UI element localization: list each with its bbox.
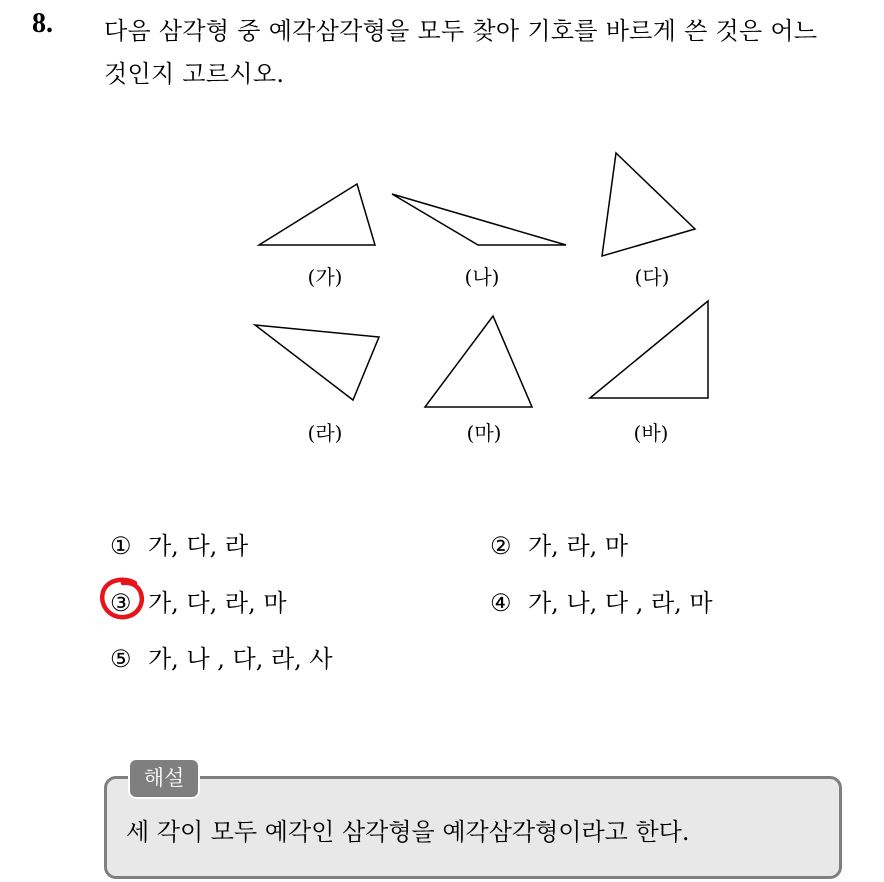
choice-1-number: ① — [110, 532, 132, 560]
choice-5-number: ⑤ — [110, 645, 132, 673]
label-ba: (바) — [633, 421, 669, 445]
triangle-ra — [255, 325, 379, 400]
label-ma: (마) — [466, 421, 502, 445]
choice-5-text: 가, 나 , 다, 라, 사 — [148, 645, 333, 673]
choice-2-text: 가, 라, 마 — [528, 532, 629, 560]
label-ga: (가) — [307, 265, 343, 289]
label-na: (나) — [464, 265, 500, 289]
choice-3-number: ③ — [110, 589, 132, 617]
triangle-da — [602, 153, 695, 256]
triangle-ma — [425, 316, 532, 407]
label-ra: (라) — [307, 421, 343, 445]
choice-4-text: 가, 나, 다 , 라, 마 — [528, 589, 713, 617]
choice-1[interactable] — [110, 526, 248, 561]
question-number: 8. — [32, 8, 53, 39]
triangle-ga — [259, 184, 375, 245]
choice-2[interactable] — [490, 526, 628, 561]
triangle-na — [392, 194, 566, 245]
question-text-line-2: 것인지 고르시오. — [104, 60, 285, 88]
answer-circle-mark — [99, 576, 149, 622]
choice-4[interactable] — [490, 583, 713, 618]
choice-5[interactable] — [110, 639, 333, 674]
choice-2-number: ② — [490, 532, 512, 560]
explanation-tag: 해설 — [128, 758, 200, 799]
question-text-line-1: 다음 삼각형 중 예각삼각형을 모두 찾아 기호를 바르게 쓴 것은 어느 — [104, 17, 818, 45]
explanation-text: 세 각이 모두 예각인 삼각형을 예각삼각형이라고 한다. — [126, 818, 690, 846]
triangle-ba — [590, 301, 708, 398]
choice-1-text: 가, 다, 라 — [148, 532, 249, 560]
choice-3-text: 가, 다, 라, 마 — [148, 589, 287, 617]
label-da: (다) — [634, 265, 670, 289]
choice-4-number: ④ — [490, 589, 512, 617]
